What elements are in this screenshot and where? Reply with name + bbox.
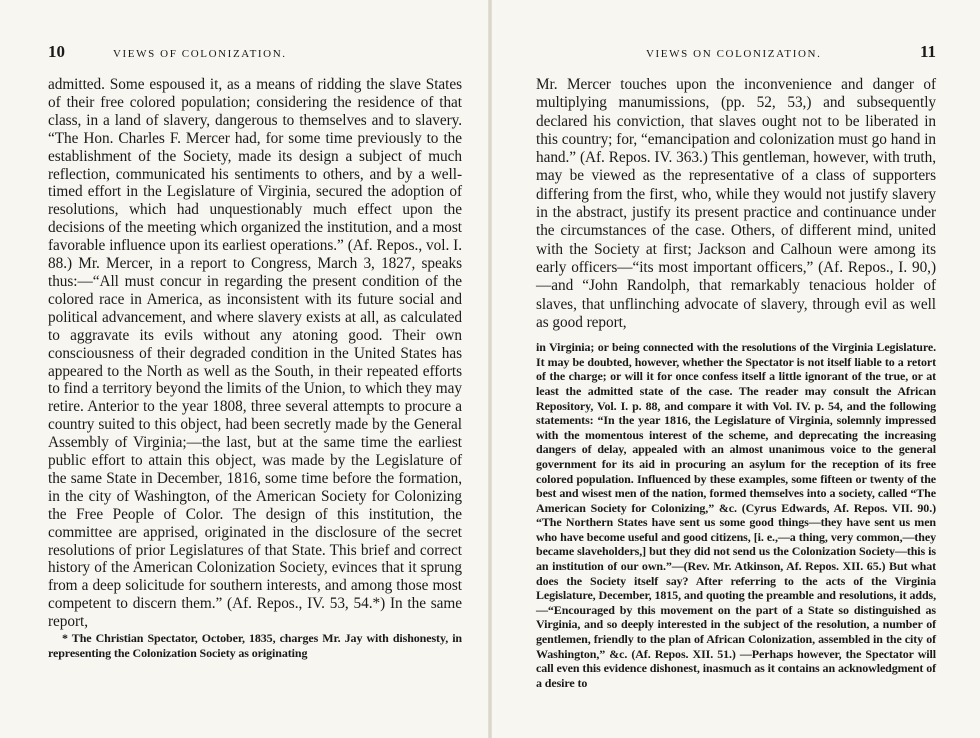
page-number: 10 (48, 42, 65, 61)
body-paragraph: admitted. Some espoused it, as a means of ridding the slave States of their free colored population; considering the residence of that class, in a land of slavery, dangerous to themselves and to slavery. “The Hon. Charles F. Mercer had, for some time previously to the establishment of the Society, made its design a subject of much reflection, communicated his sentiments to others, and by a well-timed effort in the Legislature of Virginia, secured the adoption of resolutions, which had unquestionably much effect upon the decisions of the meeting which organized the institution, and a most favorable influence upon its earliest operations.” (Af. Repos., vol. I. 88.) Mr. Mercer, in a report to Congress, March 3, 1827, speaks thus:—“All must concur in regarding the present condition of the colored race in America, as inconsistent with its future social and political advancement, and where slavery exists at all, as calculated to aggravate its evils without any atoning good. Their own consciousness of their degraded condition in the United States has appeared to the North as well as the South, in their repeated efforts to find a territory beyond the limits of the Union, to which they may retire. Anterior to the year 1808, three several attempts to procure a country suited to this object, had been secretly made by the General Assembly of Virginia;—the last, but at the same time the earliest public effort to attain this object, was made by the Legislature of the same State in December, 1816, some time before the formation, in the city of Washington, of the American Society for Colonizing the Free People of Color. The design of this institution, the committee are apprised, originated in the disclosure of the secret resolutions of prior Legislatures of that State. This brief and correct history of the American Colonization Society, evinces that it sprung from a deep solicitude for southern interests, and among those most competent to discern them.” (Af. Repos., IV. 53, 54.*) In the same report, (48, 76, 462, 631)
right-footnote-continuation (536, 340, 936, 690)
footnote-text: * The Christian Spectator, October, 1835, charges Mr. Jay with dishonesty, in representing the Colonization Society as originating (48, 631, 462, 660)
body-paragraph: Mr. Mercer touches upon the inconvenience and danger of multiplying manumissions, (pp. 52, 53,) and subsequently declared his conviction, that slaves ought not to be liberated in this country; for, “emancipation and colonization must go hand in hand.” (Af. Repos. IV. 363.) This gentleman, however, with truth, may be viewed as the representative of a class of supporters differing from the first, who, while they would not justify slavery in the abstract, justify its present practice and continuance under the circumstances of the case. Others, of different mind, united with the Society at first; Jackson and Calhoun were among its early officers—“its most important officers,” (Af. Repos., I. 90,)—and “John Randolph, that remarkably tenacious holder of slaves, that unflinching advocate of slavery, through evil as well as good report, (536, 76, 936, 331)
right-page-header (536, 42, 936, 68)
running-head: VIEWS OF COLONIZATION. (113, 48, 287, 60)
page-number: 11 (919, 42, 936, 61)
left-page-header (48, 42, 462, 68)
left-body (48, 76, 462, 631)
footnote-text: in Virginia; or being connected with the resolutions of the Virginia Legislature. It may be doubted, however, whether the Spectator is not itself liable to a retort of the charge; or will it for once confess itself a little ignorant of the true, or at least the admitted state of the case. The reader may consult the African Repository, Vol. I. p. 88, and compare it with Vol. IV. p. 54, and the following statements: “In the year 1816, the Legislature of Virginia, solemnly impressed with the momentous interest of the scheme, and deprecating the increasing dangers of delay, appealed with an almost unanimous voice to the general government for its aid in procuring an asylum for the reception of its free colored population. Influenced by these examples, some fifteen or twenty of the best and wisest men of the nation, formed themselves into a society, called “The American Society for Colonizing,” &c. (Cyrus Edwards, Af. Repos. VII. 90.) “The Northern States have sent us some good things—they have sent us men who have become useful and good citizens, [i. e.,—a thing, very common,—they became slaveholders,] but they did not send us the Colonization Society—this is an institution of our own.”—(Rev. Mr. Atkinson, Af. Repos. XII. 65.) But what does the Society itself say? After referring to the acts of the Virginia Legislature, December, 1815, and quoting the preamble and resolutions, it adds,—“Encouraged by this movement on the part of a State so distinguished as Virginia, and so deeply interested in the subject of the resolution, a number of gentlemen, friendly to the plan of African Colonization, assembled in the city of Washington,” &c. (Af. Repos. XII. 51.) —Perhaps however, the Spectator will call even this evidence dishonest, inasmuch as it contains an acknowledgment of a desire to (536, 340, 936, 690)
running-head: VIEWS ON COLONIZATION. (646, 48, 822, 60)
right-page (490, 0, 980, 738)
left-footnote (48, 631, 462, 660)
right-body (536, 76, 936, 332)
